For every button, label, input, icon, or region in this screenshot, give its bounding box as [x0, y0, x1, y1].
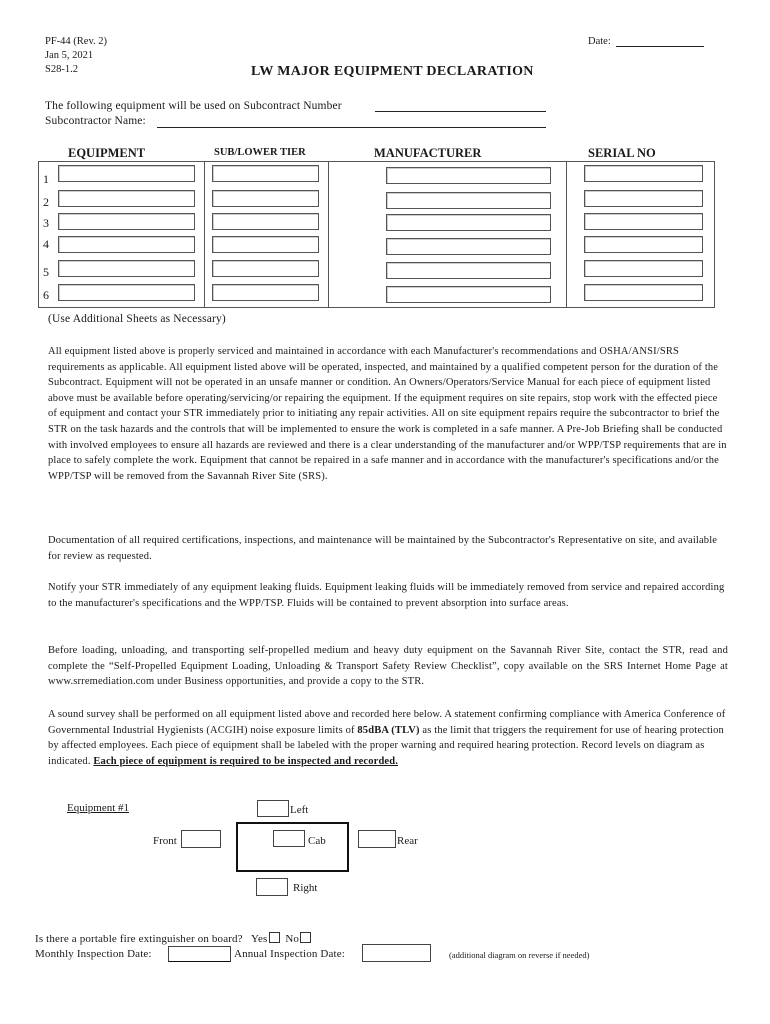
equipment-field[interactable]: [58, 213, 195, 230]
left-level-field[interactable]: [257, 800, 289, 817]
additional-diagram-note: (additional diagram on reverse if needed): [449, 950, 590, 960]
row-number: 4: [43, 237, 49, 251]
sub-lower-tier-field[interactable]: [212, 260, 319, 277]
row-number: 2: [43, 195, 49, 209]
paragraph-leaking-fluids: Notify your STR immediately of any equipment leaking fluids. Equipment leaking fluids will be immediately removed from service and repaired according to the manufacturer's specifications and the WPP/TSP. Fluids will be contained to prevent absorption into surface areas.: [48, 582, 725, 609]
col-sub-lower-tier: SUB/LOWER TIER: [214, 147, 306, 158]
page-title: LW MAJOR EQUIPMENT DECLARATION: [251, 64, 534, 79]
no-label: No: [285, 933, 300, 945]
manufacturer-field[interactable]: [386, 262, 551, 279]
equipment-field[interactable]: [58, 165, 195, 182]
date-issued: Jan 5, 2021: [45, 50, 94, 61]
sub-lower-tier-field[interactable]: [212, 213, 319, 230]
manufacturer-field[interactable]: [386, 192, 551, 209]
equipment-field[interactable]: [58, 260, 195, 277]
date-field[interactable]: [616, 34, 704, 47]
manufacturer-field[interactable]: [386, 167, 551, 184]
extinguisher-question: Is there a portable fire extinguisher on board? Yes No: [35, 932, 311, 948]
date-label: Date:: [588, 36, 611, 47]
subcontract-number-field[interactable]: [375, 99, 546, 112]
rear-level-field[interactable]: [358, 830, 396, 848]
inspection-requirement: Each piece of equipment is required to be inspected and recorded.: [93, 755, 399, 767]
serial-no-field[interactable]: [584, 165, 703, 182]
monthly-inspection-field[interactable]: [168, 946, 231, 962]
additional-sheets-note: (Use Additional Sheets as Necessary): [48, 313, 226, 325]
tlv-limit: 85dBA (TLV): [357, 724, 420, 736]
paragraph-maintenance: All equipment listed above is properly serviced and maintained in accordance with each Manufacturer's recommendations and OSHA/ANSI/SRS requirements as applicable. All equipment listed above will be operated, inspected, and maintained by a qualified competent person for the duration of the Subcontract. Equipment will not be operated in an unsafe manner or condition. An Owners/Operators/Service Manual for each piece of equipment listed above must be available before operating/servicing/or repairing the equipment. If the equipment requires on site repairs, stop work with the effected piece of equipment and contact your STR immediately prior to initiating any repair activities. All on site equipment repairs require the subcontractor to brief the STR on the task hazards and the controls that will be implemented to ensure the work is completed in a safe manner. A Pre-Job Briefing shall be conducted with involved employees to ensure all hazards are reviewed and there is a clear understanding of the manufacturer and/or WPP/TSP requirements that are in place to safely complete the work. Equipment that cannot be repaired in a safe manner and in accordance with the manufacturer's specifications and/or the WPP/TSP will be removed from the Savannah River Site (SRS).: [48, 346, 727, 482]
serial-no-field[interactable]: [584, 190, 703, 207]
paragraph-sound-survey: A sound survey shall be performed on all equipment listed above and recorded here below. A statement confirming compliance with America Conference of Governmental Industrial Hygienists (ACGIH) noise exposure limits of 85dBA (TLV) as the limit that triggers the requirement for use of hearing protection by affected employees. Each piece of equipment shall be labeled with the proper warning and required hearing protection. Record levels on diagram as indicated. Each piece of equipment is required to be inspected and recorded.: [48, 709, 726, 767]
subcontractor-name-field[interactable]: [157, 115, 546, 128]
front-label: Front: [153, 835, 177, 847]
equipment-field[interactable]: [58, 190, 195, 207]
serial-no-field[interactable]: [584, 284, 703, 301]
col-equipment: EQUIPMENT: [68, 146, 146, 160]
col-manufacturer: MANUFACTURER: [374, 146, 482, 160]
subcontractor-label: Subcontractor Name:: [45, 115, 146, 127]
cab-level-field[interactable]: [273, 830, 305, 847]
serial-no-field[interactable]: [584, 213, 703, 230]
left-label: Left: [290, 804, 309, 816]
paragraph-self-propelled: Before loading, unloading, and transporting self-propelled medium and heavy duty equipment on the Savannah River Site, contact the STR, read and complete the “Self-Propelled Equipment Loading, Unloading & Transport Safety Review Checklist”, copy available on the SRS Internet Home Page at www.srremediation.com under Business opportunities, and provide a copy to the STR.: [48, 645, 728, 688]
subcontract-label: The following equipment will be used on Subcontract Number: [45, 100, 342, 112]
sub-lower-tier-field[interactable]: [212, 190, 319, 207]
no-checkbox[interactable]: [300, 932, 311, 943]
right-label: Right: [293, 882, 318, 894]
yes-checkbox[interactable]: [269, 932, 280, 943]
manufacturer-field[interactable]: [386, 238, 551, 255]
row-number: 3: [43, 216, 49, 230]
row-number: 5: [43, 265, 49, 279]
section-code: S28-1.2: [45, 64, 78, 75]
paragraph-documentation: Documentation of all required certifications, inspections, and maintenance will be maintained by the Subcontractor's Representative on site, and available for review as requested.: [48, 535, 718, 562]
row-number: 1: [43, 172, 49, 186]
equipment-field[interactable]: [58, 284, 195, 301]
row-number: 6: [43, 288, 49, 302]
front-level-field[interactable]: [181, 830, 221, 848]
cab-label: Cab: [308, 835, 326, 847]
manufacturer-field[interactable]: [386, 286, 551, 303]
annual-inspection-label: Annual Inspection Date:: [234, 948, 345, 960]
annual-inspection-field[interactable]: [362, 944, 431, 962]
equipment-1-label: Equipment #1: [67, 802, 130, 814]
serial-no-field[interactable]: [584, 260, 703, 277]
rear-label: Rear: [397, 835, 418, 847]
serial-no-field[interactable]: [584, 236, 703, 253]
yes-label: Yes: [251, 933, 268, 945]
sub-lower-tier-field[interactable]: [212, 284, 319, 301]
form-id: PF-44 (Rev. 2): [45, 36, 108, 47]
monthly-inspection-label: Monthly Inspection Date:: [35, 948, 152, 960]
right-level-field[interactable]: [256, 878, 288, 896]
equipment-field[interactable]: [58, 236, 195, 253]
sub-lower-tier-field[interactable]: [212, 165, 319, 182]
col-serial-no: SERIAL NO: [588, 146, 656, 160]
sub-lower-tier-field[interactable]: [212, 236, 319, 253]
manufacturer-field[interactable]: [386, 214, 551, 231]
